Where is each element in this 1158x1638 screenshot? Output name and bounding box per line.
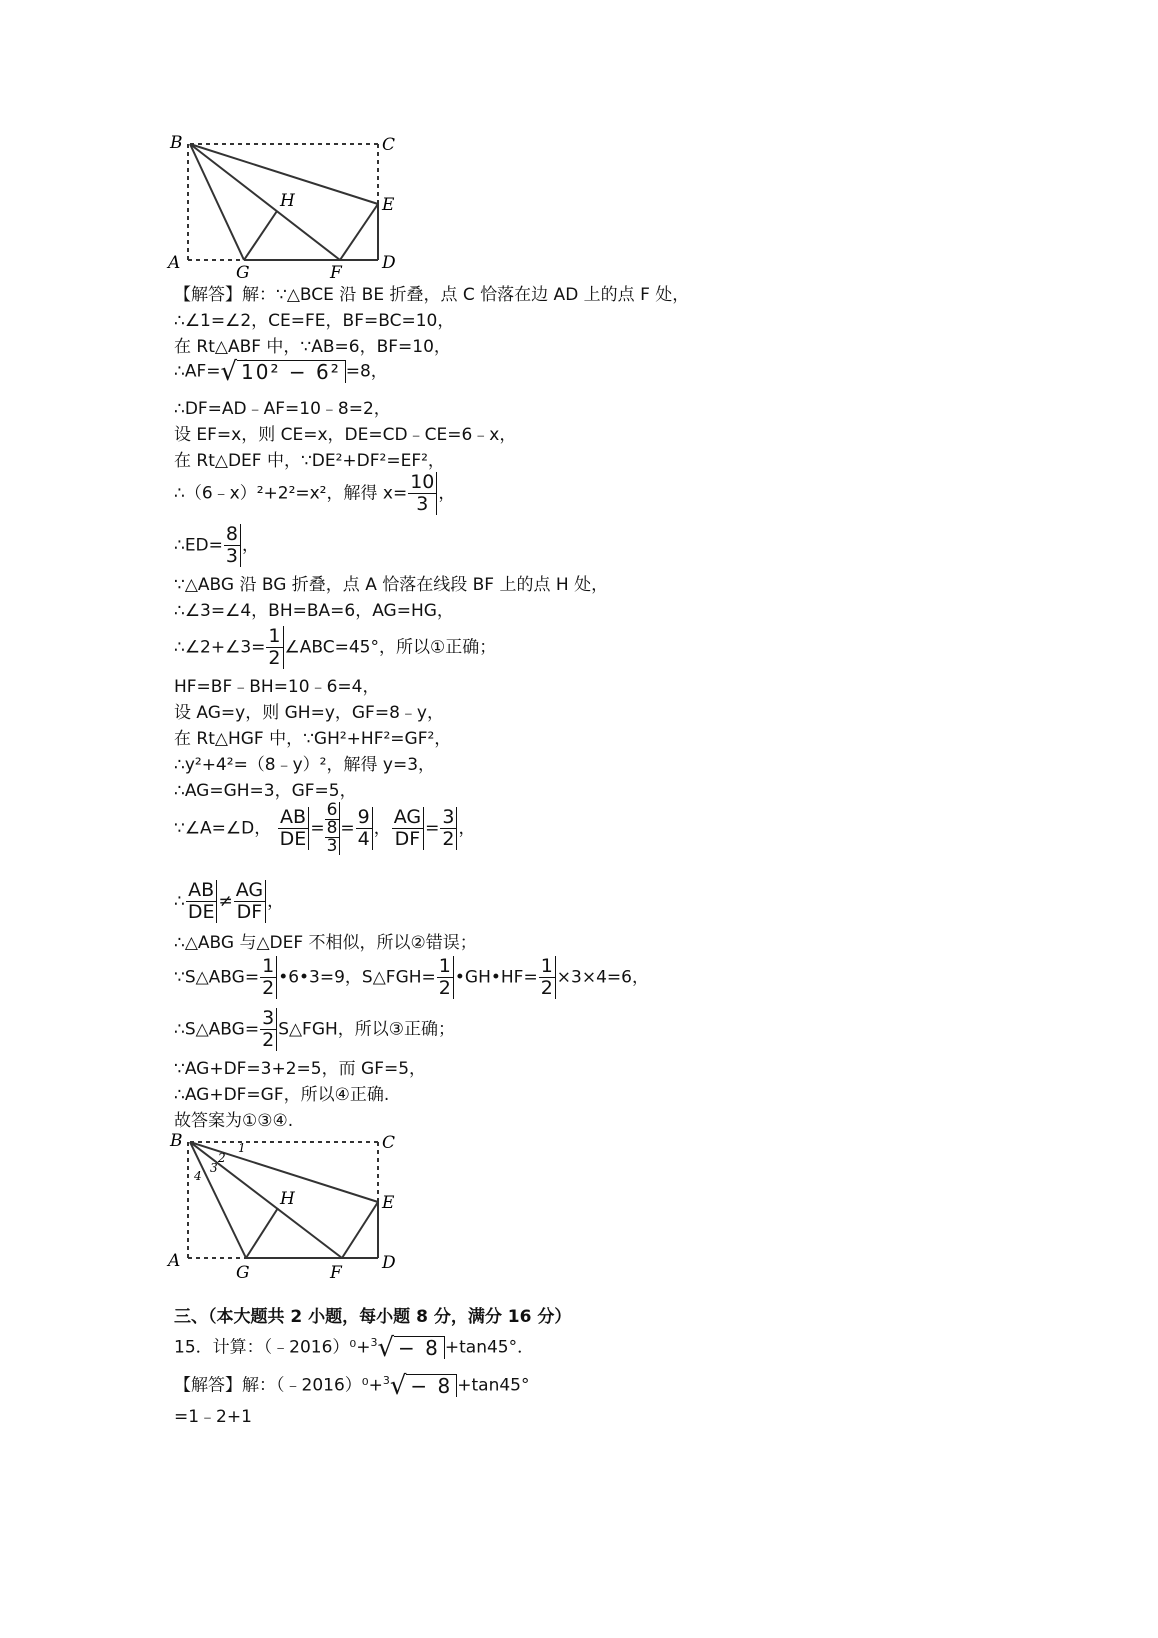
solution-line-6: 设 EF=x，则 CE=x，DE=CD﹣CE=6﹣x， bbox=[174, 425, 517, 445]
numerator: AG bbox=[235, 879, 264, 901]
solution-line-2: ∴∠1=∠2，CE=FE，BF=BC=10， bbox=[174, 311, 455, 331]
text: 【解答】解：（﹣2016）⁰+ bbox=[174, 1375, 383, 1396]
solution-line-5: ∴DF=AD﹣AF=10﹣8=2， bbox=[174, 399, 391, 419]
numerator: 1 bbox=[262, 955, 275, 977]
fig2-label-e: E bbox=[382, 1193, 395, 1213]
text: ∴ED= bbox=[174, 535, 223, 556]
solution-line-21 bbox=[174, 956, 649, 999]
denominator: 2 bbox=[442, 828, 455, 850]
fraction bbox=[440, 807, 457, 850]
radicand: 10² − 6² bbox=[237, 360, 346, 383]
denominator: DF bbox=[234, 901, 265, 923]
fig2-label-c: C bbox=[382, 1133, 396, 1153]
fig1-label-h: H bbox=[280, 191, 295, 211]
solution-line-12 bbox=[174, 626, 496, 669]
fig2-angle-2: 2 bbox=[218, 1151, 226, 1165]
text: +tan45° bbox=[457, 1375, 530, 1396]
root-index: 3 bbox=[370, 1336, 378, 1349]
fraction bbox=[356, 807, 373, 850]
numerator: 3 bbox=[262, 1007, 275, 1029]
numerator: 8 bbox=[225, 523, 238, 545]
fraction bbox=[224, 524, 241, 567]
text: ， bbox=[438, 483, 456, 504]
denominator: 3 bbox=[408, 493, 436, 515]
fraction-ab-de bbox=[186, 880, 218, 923]
denominator: 2 bbox=[268, 647, 281, 669]
fraction bbox=[260, 1008, 277, 1051]
figure-1-geometry bbox=[160, 128, 410, 288]
sqrt-sign: √ bbox=[377, 1332, 395, 1363]
text: ， bbox=[242, 535, 259, 556]
fraction bbox=[539, 956, 556, 999]
fig2-label-g: G bbox=[236, 1263, 250, 1283]
text: ∴S△ABG= bbox=[174, 1019, 260, 1040]
text: •GH•HF= bbox=[454, 967, 538, 988]
denominator: 2 bbox=[262, 977, 275, 999]
fig2-angle-3: 3 bbox=[210, 1161, 218, 1175]
solution-line-13: HF=BF﹣BH=10﹣6=4， bbox=[174, 677, 380, 697]
solution-line-16: ∴y²+4²=（8﹣y）²，解得 y=3， bbox=[174, 755, 436, 775]
solution-line-10: ∵△ABG 沿 BG 折叠，点 A 恰落在线段 BF 上的点 H 处， bbox=[174, 575, 609, 595]
solution-line-25: 故答案为①③④. bbox=[174, 1111, 294, 1131]
denominator: DE bbox=[187, 901, 215, 923]
text: ∴ bbox=[174, 891, 185, 912]
text: +tan45°． bbox=[444, 1337, 535, 1358]
compound-fraction bbox=[325, 802, 341, 855]
not-equal: ≠ bbox=[218, 891, 233, 912]
fig1-label-e: E bbox=[382, 195, 395, 215]
solution-line-20: ∴△ABG 与△DEF 不相似，所以②错误； bbox=[174, 933, 477, 953]
solution-line-15: 在 Rt△HGF 中，∵GH²+HF²=GF²， bbox=[174, 729, 452, 749]
section-3-heading: 三、（本大题共 2 小题，每小题 8 分，满分 16 分） bbox=[174, 1307, 572, 1327]
solution-line-8 bbox=[174, 472, 455, 515]
fig2-angle-4: 4 bbox=[194, 1169, 202, 1183]
solution-line-11: ∴∠3=∠4，BH=BA=6，AG=HG， bbox=[174, 601, 454, 621]
fig1-label-g: G bbox=[236, 263, 250, 283]
denominator: 3 bbox=[225, 545, 238, 567]
solution-line-1: 【解答】解：∵△BCE 沿 BE 折叠，点 C 恰落在边 AD 上的点 F 处， bbox=[174, 285, 690, 305]
fig1-label-a: A bbox=[168, 253, 181, 273]
numerator: AB bbox=[279, 806, 307, 828]
text: ∠ABC=45°，所以①正确； bbox=[284, 637, 497, 658]
comma: ， bbox=[267, 891, 285, 912]
fraction-ab-de bbox=[278, 807, 310, 850]
denominator: DE bbox=[279, 828, 307, 850]
numerator: 1 bbox=[438, 955, 451, 977]
denominator: 2 bbox=[262, 1029, 275, 1051]
text: ∴∠2+∠3= bbox=[174, 637, 266, 658]
fraction-ag-df bbox=[392, 807, 424, 850]
solution-line-9 bbox=[174, 524, 259, 567]
fraction bbox=[266, 626, 283, 669]
fig1-label-d: D bbox=[382, 253, 396, 273]
numerator: 1 bbox=[268, 625, 281, 647]
answer-15-line-2: =1﹣2+1 bbox=[174, 1407, 252, 1427]
numerator: AG bbox=[393, 806, 422, 828]
fraction bbox=[437, 956, 454, 999]
text: S△FGH，所以③正确； bbox=[278, 1019, 456, 1040]
fig2-label-d: D bbox=[382, 1253, 396, 1273]
text: ∴AF= bbox=[174, 361, 221, 382]
denominator: 2 bbox=[540, 977, 553, 999]
fraction bbox=[260, 956, 277, 999]
text: ∵∠A=∠D， bbox=[174, 818, 272, 839]
numerator: 6 bbox=[326, 800, 338, 820]
solution-line-4 bbox=[174, 356, 388, 387]
numerator: 10 bbox=[410, 471, 435, 493]
comma: ， bbox=[458, 818, 476, 839]
fig1-label-b: B bbox=[170, 133, 183, 153]
question-15 bbox=[174, 1332, 535, 1363]
text: =8， bbox=[345, 361, 388, 382]
fig1-label-c: C bbox=[382, 135, 396, 155]
solution-line-18 bbox=[174, 802, 475, 855]
answer-15-line-1 bbox=[174, 1370, 530, 1401]
fig2-label-a: A bbox=[168, 1251, 181, 1271]
sqrt-sign: √ bbox=[389, 1370, 407, 1401]
fig2-angle-1: 1 bbox=[238, 1141, 246, 1155]
fig2-label-f: F bbox=[330, 1263, 342, 1283]
numerator: 3 bbox=[442, 806, 455, 828]
denominator: DF bbox=[392, 828, 423, 850]
text: •6•3=9，S△FGH= bbox=[278, 967, 436, 988]
solution-line-23: ∵AG+DF=3+2=5，而 GF=5， bbox=[174, 1059, 427, 1079]
radicand: − 8 bbox=[394, 1336, 445, 1359]
text: ×3×4=6， bbox=[556, 967, 649, 988]
fig1-label-f: F bbox=[330, 263, 342, 283]
fraction-ag-df bbox=[234, 880, 266, 923]
text: 15．计算：（﹣2016）⁰+ bbox=[174, 1337, 371, 1358]
text: ∴（6﹣x）²+2²=x²，解得 x= bbox=[174, 483, 408, 504]
text: ∵S△ABG= bbox=[174, 967, 260, 988]
solution-line-3: 在 Rt△ABF 中，∵AB=6，BF=10， bbox=[174, 337, 451, 357]
numerator: AB bbox=[188, 879, 215, 901]
denominator: 2 bbox=[438, 977, 451, 999]
numerator: 1 bbox=[540, 955, 553, 977]
equals: = bbox=[310, 818, 325, 839]
fraction bbox=[408, 472, 437, 515]
solution-line-14: 设 AG=y，则 GH=y，GF=8﹣y， bbox=[174, 703, 444, 723]
numerator: 9 bbox=[357, 806, 370, 828]
solution-line-19 bbox=[174, 880, 284, 923]
radicand: − 8 bbox=[406, 1374, 457, 1397]
denominator: 4 bbox=[357, 828, 370, 850]
middle: 8 bbox=[326, 818, 338, 838]
solution-line-17: ∴AG=GH=3，GF=5， bbox=[174, 781, 357, 801]
solution-line-24: ∴AG+DF=GF，所以④正确. bbox=[174, 1085, 390, 1105]
fig2-label-b: B bbox=[170, 1131, 183, 1151]
equals: = bbox=[340, 818, 355, 839]
solution-line-22 bbox=[174, 1008, 455, 1051]
root-index: 3 bbox=[382, 1374, 390, 1387]
figure-2-geometry bbox=[160, 1128, 410, 1288]
comma: ， bbox=[373, 818, 391, 839]
fig2-label-h: H bbox=[280, 1189, 295, 1209]
denominator: 3 bbox=[326, 836, 338, 856]
equals: = bbox=[425, 818, 440, 839]
solution-line-7: 在 Rt△DEF 中，∵DE²+DF²=EF²， bbox=[174, 451, 445, 471]
sqrt-sign: √ bbox=[220, 356, 238, 387]
